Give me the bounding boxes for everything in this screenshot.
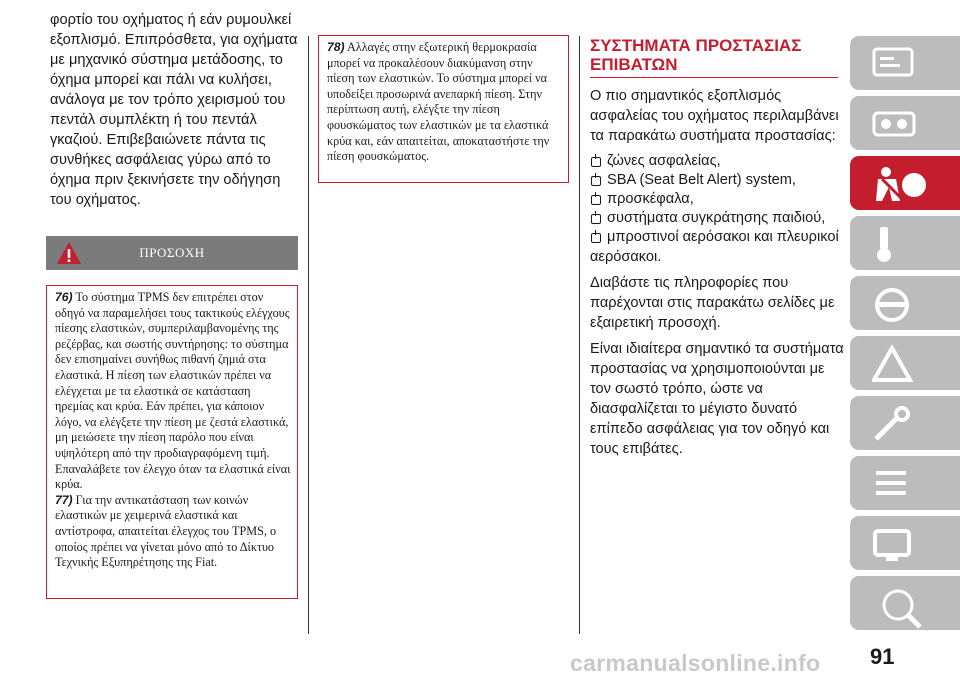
section-intro: Ο πιο σημαντικός εξοπλισμός ασφαλείας του οχήματος περιλαμβάνει τα παρακάτω συστήματα προστασίας: [590,88,839,144]
note-78-text: Αλλαγές στην εξωτερική θερμοκρασία μπορεί να προκαλέσουν διακύμανση στην πίεση των ελαστικών. Το σύστημα μπορεί να υποδείξει προσωρινά ανεπαρκή πίεση. Στην περίπτωση αυτή, ελέγξτε την πίεση φουσκώματος των ελαστικών με τα ελαστικά κρύα και, εάν απαιτείται, αποκαταστήστε την πίεση φουσκώματος. [327,40,550,164]
note-78 [327,40,562,165]
column-divider-1 [308,36,309,634]
note-78-number: 78) [327,40,345,54]
list-tail: αερόσακοι. [590,249,662,265]
list-item [590,190,845,209]
bullet-box-icon [591,195,601,205]
car-info-icon [872,45,918,81]
list-item [590,152,845,171]
list-item-text: SBA (Seat Belt Alert) system, [607,172,796,188]
note-77 [55,493,291,571]
tab-car-info[interactable] [850,36,960,90]
bullet-box-icon [591,157,601,167]
ignition-key-icon [872,225,918,265]
list-item-text: προσκέφαλα, [607,191,694,207]
tab-index[interactable] [850,576,960,630]
section-title-line1: ΣΥΣΤΗΜΑΤΑ ΠΡΟΣΤΑΣΙΑΣ [590,36,802,55]
tab-driving[interactable] [850,276,960,330]
section-title-rule [590,77,838,78]
bullet-box-icon [591,214,601,224]
tab-specs[interactable] [850,456,960,510]
bullet-box-icon [591,176,601,186]
list-item-text: ζώνες ασφαλείας, [607,153,721,169]
list-item-text: συστήματα συγκράτησης παιδιού, [607,210,826,226]
index-az-icon [872,585,932,629]
spec-list-icon [872,465,918,505]
note-77-number: 77) [55,492,73,507]
note-76 [55,290,291,493]
note-77-text: Για την αντικατάσταση των κοινών ελαστικών με χειμερινά ελαστικά και αντίστροφα, απαιτείται έλεγχος του TPMS, ο οποίος πρέπει να γίνεται μόνο από το Δίκτυο Τεχνικής Εξυπηρέτησης της Fiat. [55,492,277,570]
chapter-tabs-sidebar [850,36,960,636]
tab-maintenance[interactable] [850,396,960,450]
wrench-car-icon [872,405,918,445]
multimedia-icon [872,525,918,565]
list-item-text: μπροστινοί αερόσακοι και πλευρικοί [607,229,839,245]
tab-starting[interactable] [850,216,960,270]
tab-safety[interactable] [850,156,960,210]
warning-triangle-icon [872,345,918,385]
list-item [590,228,845,247]
left-column [50,10,298,210]
warning-banner [46,236,298,270]
tab-multimedia[interactable] [850,516,960,570]
section-paragraph-2: Διαβάστε τις πληροφορίες που παρέχονται στις παρακάτω σελίδες με εξαιρετική προσοχή. [590,275,835,331]
safety-airbag-icon [872,165,932,205]
bullet-box-icon [591,233,601,243]
list-item [590,171,845,190]
section-title-line2: ΕΠΙΒΑΤΩΝ [590,55,678,74]
section-paragraph-3: Είναι ιδιαίτερα σημαντικό τα συστήματα προστασίας να χρησιμοποιούνται με τον σωστό τρόπο, ώστε να διασφαλίζεται το μέγιστο δυνατό επίπεδο ασφάλειας για τον οδηγό και τους επιβάτες. [590,341,844,457]
column-divider-2 [579,36,580,634]
list-item [590,209,845,228]
dashboard-icon [872,105,918,141]
section-column [590,36,845,465]
warning-notes-box [46,285,298,599]
note-76-number: 76) [55,290,73,304]
tab-emergency[interactable] [850,336,960,390]
note-78-box [318,35,569,183]
steering-wheel-icon [872,285,918,325]
note-76-text: Το σύστημα TPMS δεν επιτρέπει στον οδηγό να παραμελήσει τους τακτικούς ελέγχους πίεσης ελαστικών, συμπεριλαμβανομένης της ρεζέρβας, και σωστής συντήρησης: το σύστημα δεν επισημαίνει συνήθως πιθανή ζημιά στα ελαστικά. Η πίεση των ελαστικών πρέπει να ελέγχεται με τα ελαστικά σε κατάσταση ηρεμίας και κρύα. Εάν πρέπει, για κάποιον λόγο, να ελέγξετε την πίεση με ζεστά ελαστικά, μη μειώσετε την πίεση παρόλο που είναι υψηλότερη από την προδιαγραφόμενη τιμή. Επαναλάβετε τον έλεγχο όταν τα ελαστικά είναι κρύα. [55,290,291,492]
tab-dashboard[interactable] [850,96,960,150]
left-paragraph: φορτίο του οχήματος ή εάν ρυμουλκεί εξοπλισμό. Επιπρόσθετα, για οχήματα με μηχανικό σύστημα μετάδοσης, το όχημα μπορεί και πάλι να κυλήσει, ανάλογα με τον τρόπο χειρισμού του πεντάλ συμπλέκτη ή του πεντάλ γκαζιού. Επιβεβαιώνετε πάντα τις συνθήκες ασφάλειας γύρω από το όχημα πριν ξεκινήσετε την οδήγηση του οχήματος. [50,12,298,208]
page-number: 91 [870,644,895,669]
watermark: carmanualsonline.info [570,650,821,676]
protection-systems-list [590,152,845,247]
warning-title: ΠΡΟΣΟΧΗ [139,245,205,260]
